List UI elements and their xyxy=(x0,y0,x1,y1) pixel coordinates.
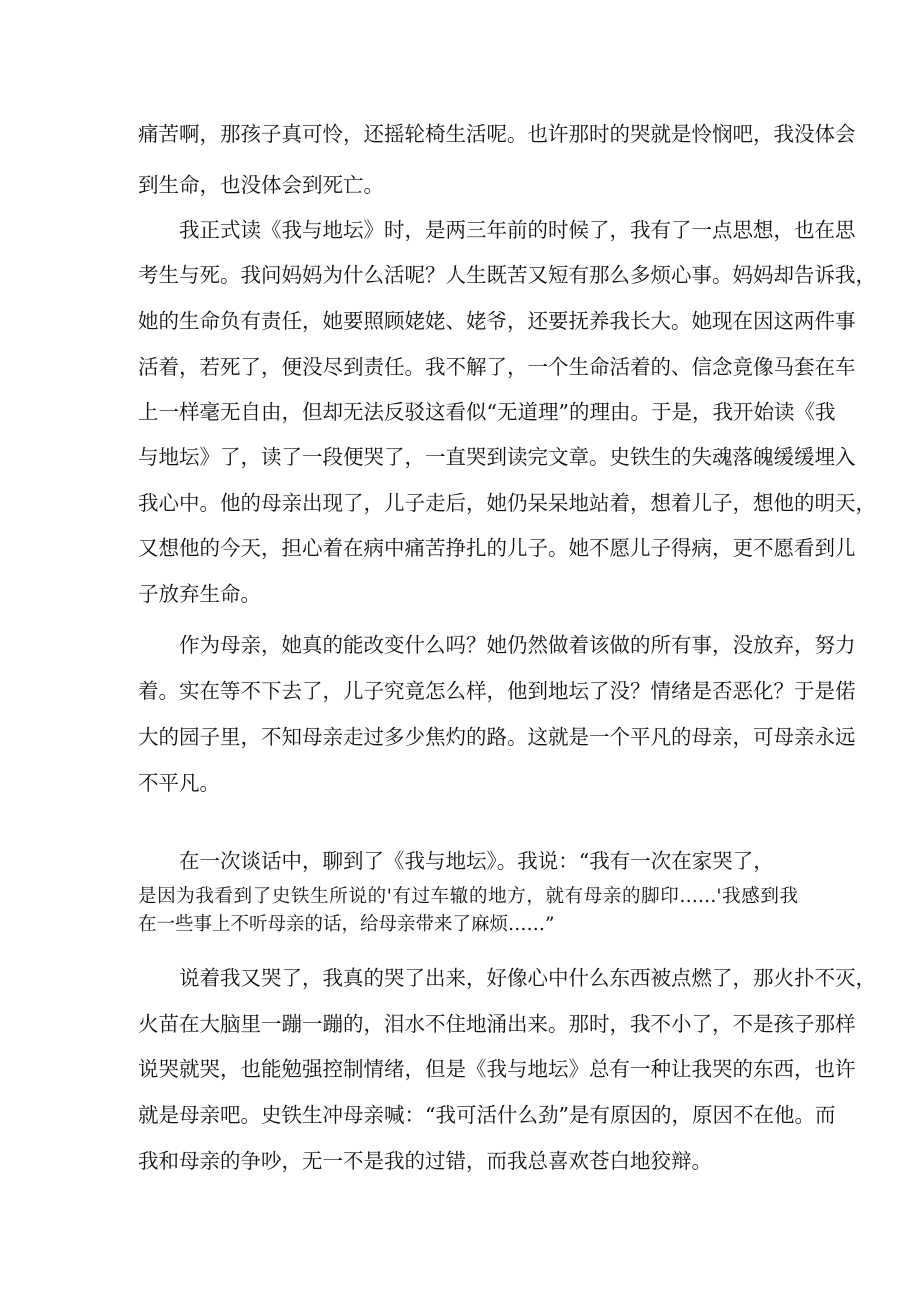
paragraph-5-line-5: 我和母亲的争吵，无一不是我的过错，而我总喜欢苍白地狡辩。 xyxy=(138,1149,712,1173)
paragraph-1-line-1: 痛苦啊，那孩子真可怜，还摇轮椅生活呢。也许那时的哭就是怜悯吧，我没体会 xyxy=(138,122,856,146)
paragraph-3-line-4: 不平凡。 xyxy=(138,771,220,795)
paragraph-3-line-2: 着。实在等不下去了，儿子究竟怎么样，他到地坛了没？情绪是否恶化？于是偌 xyxy=(138,679,856,703)
paragraph-2-line-2: 考生与死。我问妈妈为什么活呢？人生既苦又短有那么多烦心事。妈妈却告诉我， xyxy=(138,263,876,287)
paragraph-2-line-3: 她的生命负有责任，她要照顾姥姥、姥爷，还要抚养我长大。她现在因这两件事 xyxy=(138,309,856,333)
paragraph-2-line-7: 我心中。他的母亲出现了，儿子走后，她仍呆呆地站着，想着儿子，想他的明天， xyxy=(138,491,876,515)
paragraph-5-line-3: 说哭就哭，也能勉强控制情绪，但是《我与地坛》总有一种让我哭的东西，也许 xyxy=(138,1057,856,1081)
paragraph-3-line-3: 大的园子里，不知母亲走过多少焦灼的路。这就是一个平凡的母亲，可母亲永远 xyxy=(138,725,856,749)
paragraph-1-line-2: 到生命，也没体会到死亡。 xyxy=(138,173,384,197)
paragraph-2-line-8: 又想他的今天，担心着在病中痛苦挣扎的儿子。她不愿儿子得病，更不愿看到儿 xyxy=(138,536,856,560)
paragraph-2-line-5: 上一样毫无自由，但却无法反驳这看似“无道理”的理由。于是，我开始读《我 xyxy=(138,400,836,424)
paragraph-2-line-9: 子放弃生命。 xyxy=(138,582,261,606)
paragraph-2-line-1: 我正式读《我与地坛》时，是两三年前的时候了，我有了一点思想，也在思 xyxy=(179,218,856,242)
paragraph-5-line-2: 火苗在大脑里一蹦一蹦的，泪水不住地涌出来。那时，我不小了，不是孩子那样 xyxy=(138,1012,856,1036)
paragraph-4-line-1: 在一次谈话中，聊到了《我与地坛》。我说：“我有一次在家哭了， xyxy=(179,849,774,873)
paragraph-5-line-4: 就是母亲吧。史铁生冲母亲喊：“我可活什么劲”是有原因的，原因不在他。而 xyxy=(138,1103,836,1127)
paragraph-5-line-1: 说着我又哭了，我真的哭了出来，好像心中什么东西被点燃了，那火扑不灭， xyxy=(179,966,876,990)
paragraph-3-line-1: 作为母亲，她真的能改变什么吗？她仍然做着该做的所有事，没放弃，努力 xyxy=(179,633,856,657)
paragraph-2-line-4: 活着，若死了，便没尽到责任。我不解了，一个生命活着的、信念竟像马套在车 xyxy=(138,355,856,379)
paragraph-4-line-2: 是因为我看到了史铁生所说的'有过车辙的地方，就有母亲的脚印……'我感到我 xyxy=(138,886,798,907)
paragraph-2-line-6: 与地坛》了，读了一段便哭了，一直哭到读完文章。史铁生的失魂落魄缓缓埋入 xyxy=(138,445,856,469)
paragraph-4-line-3: 在一些事上不听母亲的话，给母亲带来了麻烦……” xyxy=(138,914,555,935)
